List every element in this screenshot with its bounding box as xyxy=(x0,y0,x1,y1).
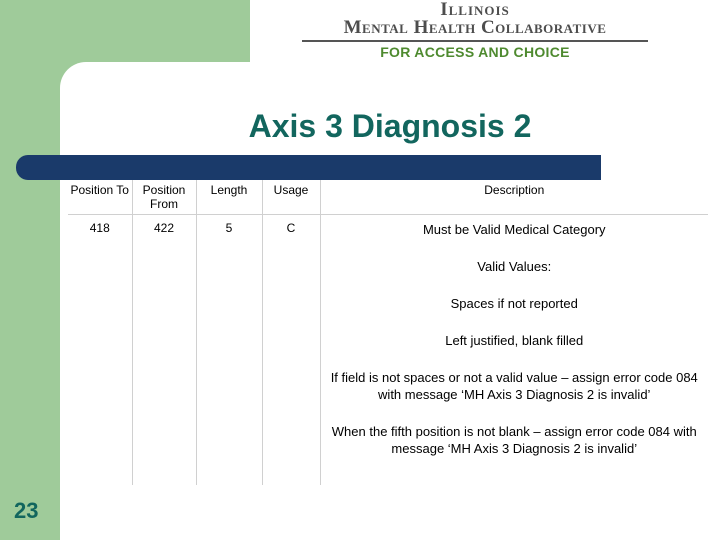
cell-position-from: 422 xyxy=(132,215,196,486)
cell-position-to: 418 xyxy=(89,221,110,235)
cell-length: 5 xyxy=(196,215,262,486)
header-usage: Usage xyxy=(262,180,320,215)
description-line: When the fifth position is not blank – assign error code 084 with message ‘MH Axis 3 Diagnosis 2 is invalid’ xyxy=(331,424,697,456)
description-line: If field is not spaces or not a valid value – assign error code 084 with message ‘MH Axis 3 Diagnosis 2 is invalid’ xyxy=(330,370,698,402)
cell-usage: C xyxy=(262,215,320,486)
logo-line-mental-health: Mental Health Collaborative xyxy=(343,17,607,38)
cell-description xyxy=(320,215,708,486)
logo-tagline: FOR ACCESS AND CHOICE xyxy=(380,44,570,60)
title-divider-bar xyxy=(16,155,601,180)
description-line: Must be Valid Medical Category xyxy=(422,222,606,237)
field-spec-table xyxy=(68,180,708,485)
description-line: Left justified, blank filled xyxy=(445,333,584,348)
slide-number: 23 xyxy=(14,498,39,523)
header-description: Description xyxy=(320,180,708,215)
table-header-row xyxy=(68,180,708,215)
table-row xyxy=(68,215,708,486)
illinois-mhc-logo xyxy=(300,0,650,64)
header-position-from: Position From xyxy=(132,180,196,215)
description-line: Valid Values: xyxy=(477,259,552,274)
header-position-to: Position To xyxy=(70,183,129,197)
logo-line-illinois: Illinois xyxy=(440,0,510,20)
page-title: Axis 3 Diagnosis 2 xyxy=(248,108,532,144)
logo-rule xyxy=(302,40,648,42)
header-length: Length xyxy=(196,180,262,215)
description-line: Spaces if not reported xyxy=(450,296,578,311)
